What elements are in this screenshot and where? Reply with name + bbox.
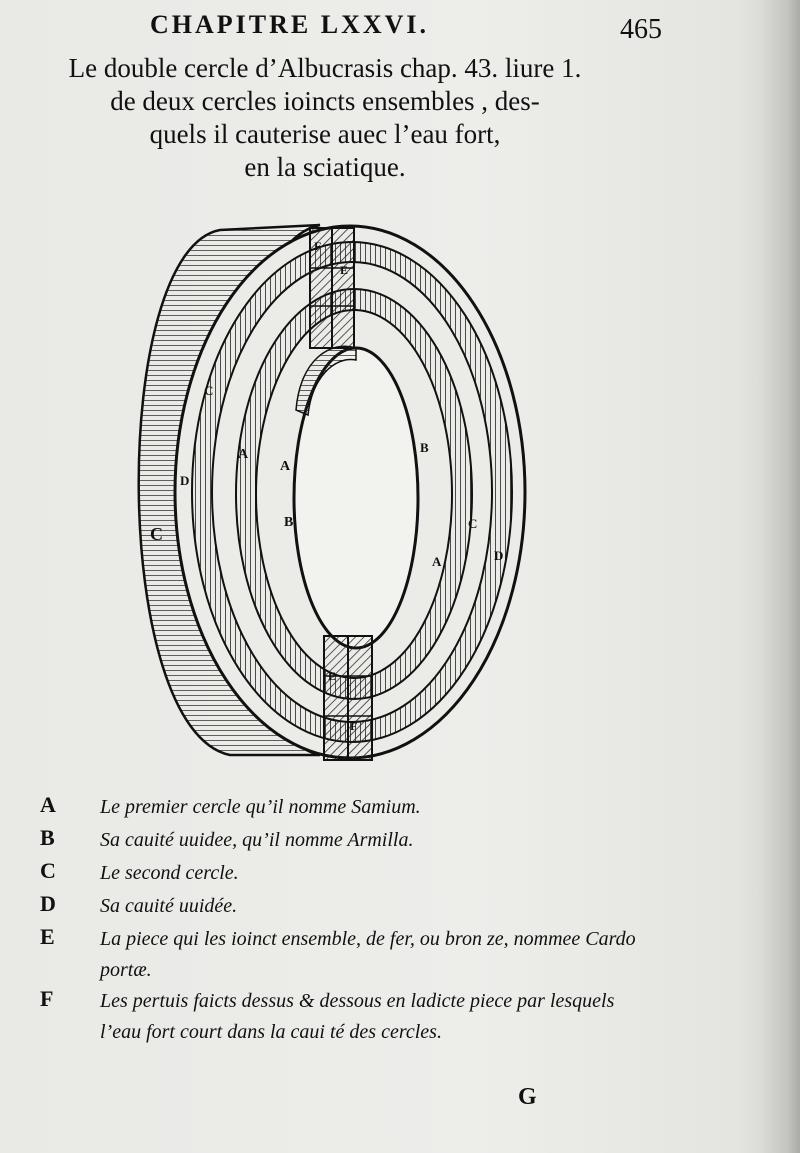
label-c: C: [204, 383, 214, 398]
legend-item: [40, 792, 650, 825]
legend-item: [40, 891, 650, 924]
double-circle-woodcut: [120, 210, 540, 770]
label-d: D: [180, 473, 190, 488]
label-c-outer: C: [150, 524, 163, 544]
legend-item: [40, 986, 650, 1048]
label-f-top: F: [314, 239, 322, 253]
label-a-2: A: [280, 459, 291, 474]
section-title: [20, 52, 630, 184]
legend-letter: A: [40, 792, 56, 817]
legend-item: [40, 825, 650, 858]
label-f-bottom: F: [350, 719, 358, 733]
label-b-right: B: [420, 440, 429, 455]
legend-text: Sa cauité uuidee, qu’il nomme Armilla.: [100, 829, 414, 851]
page-number: 465: [620, 14, 662, 45]
running-head: [0, 6, 800, 46]
signature-mark: G: [518, 1084, 537, 1110]
title-line: en la sciatique.: [244, 152, 406, 182]
legend-text: Le premier cercle qu’il nomme Samium.: [100, 796, 421, 818]
title-line: quels il cauterise auec l’eau fort,: [149, 119, 501, 149]
label-a: A: [238, 447, 249, 462]
woodcut-illustration: [120, 210, 540, 770]
label-c-right: C: [468, 516, 478, 531]
chapter-heading: CHAPITRE LXXVI.: [150, 10, 430, 39]
legend-letter: F: [40, 986, 54, 1011]
legend-letter: C: [40, 858, 56, 883]
legend-letter: B: [40, 825, 55, 850]
figure-legend: [40, 792, 650, 1048]
legend-item: [40, 858, 650, 891]
legend-text: Les pertuis faicts dessus & dessous en ladicte piece par lesquels l’eau fort court dans la caui té des cercles.: [100, 990, 615, 1043]
label-b: B: [284, 515, 294, 530]
title-line: de deux cercles ioincts ensembles , des-: [110, 86, 540, 116]
legend-text: Le second cercle.: [100, 862, 239, 884]
label-a-right: A: [432, 554, 442, 569]
joining-piece-bottom: [324, 636, 372, 760]
legend-item: [40, 924, 650, 986]
legend-text: Sa cauité uuidée.: [100, 895, 238, 917]
label-d-right: D: [494, 548, 504, 563]
label-e-top: E: [340, 263, 349, 277]
label-e-bottom: E: [328, 669, 337, 683]
legend-letter: E: [40, 924, 55, 949]
gutter-shadow: [760, 0, 800, 1153]
legend-letter: D: [40, 891, 56, 916]
legend-text: La piece qui les ioinct ensemble, de fer, ou bron ze, nommee Cardo portæ.: [100, 928, 636, 981]
title-line: Le double cercle d’Albucrasis chap. 43. liure 1.: [68, 53, 582, 83]
